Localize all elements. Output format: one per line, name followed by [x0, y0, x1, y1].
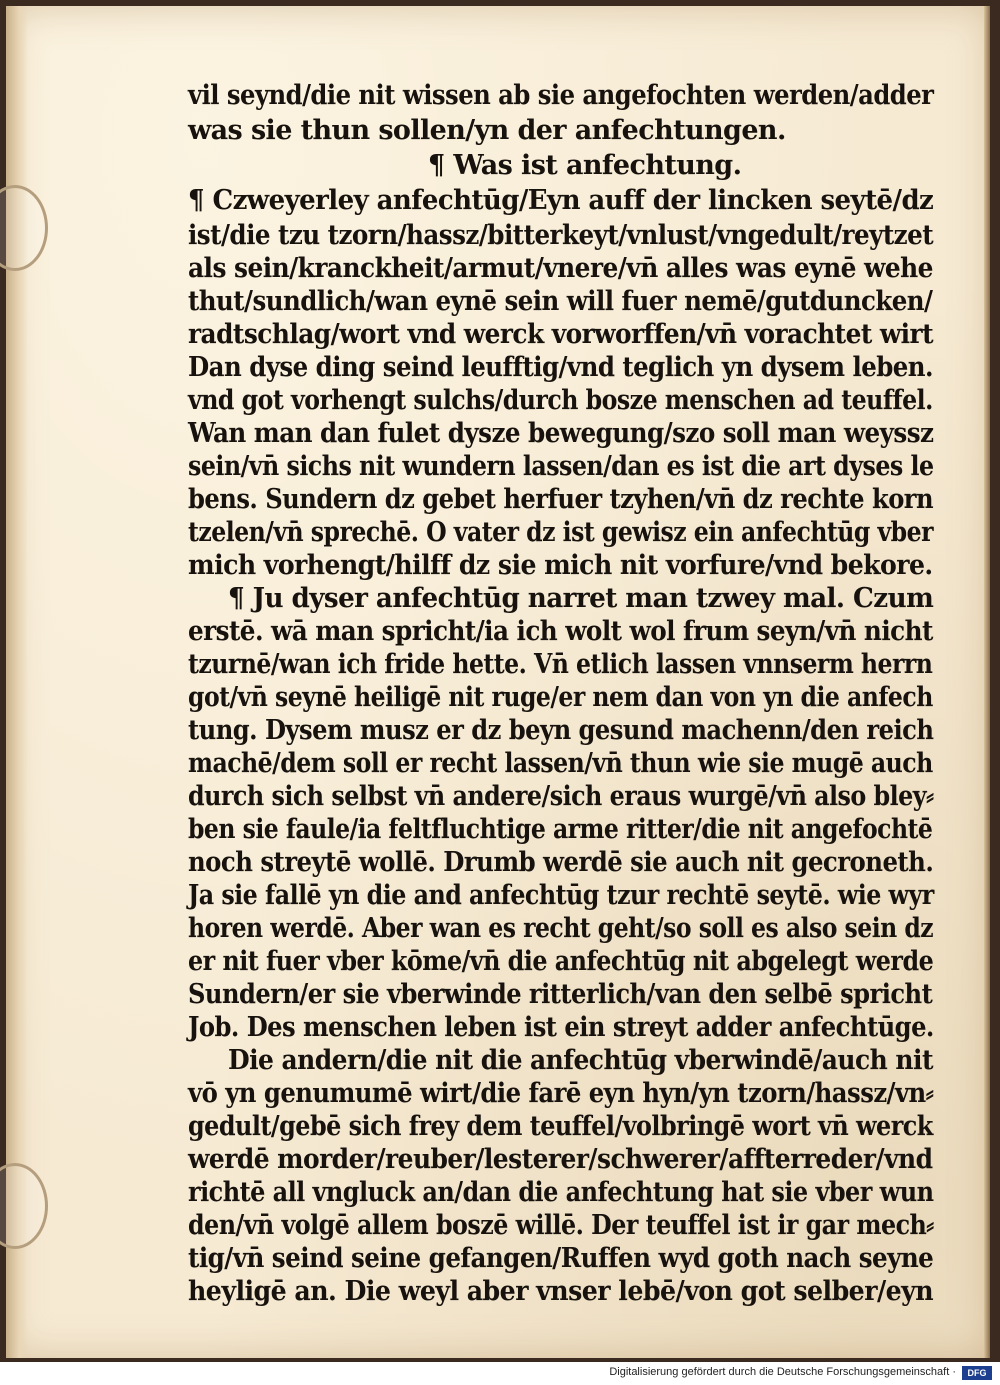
text-line: Wan man dan fulet dysze bewegung/szo soll man weyssz — [188, 418, 934, 449]
text-line: als sein/kranckheit/armut/vnere/vn̄ alles was eynē wehe — [188, 253, 933, 284]
text-line: Sundern/er sie vberwinde ritterlich/van den selbē spricht — [188, 979, 933, 1010]
text-line: vil seynd/die nit wissen ab sie angefochten werden/adder — [188, 80, 934, 111]
text-line: den/vn̄ volgē allem boszē willē. Der teuffel ist ir gar mech⸗ — [188, 1210, 934, 1241]
text-line: Dan dyse ding seind leufftig/vnd teglich yn dysem leben. — [188, 352, 934, 383]
text-line: horen werdē. Aber wan es recht geht/so soll es also sein dz — [188, 913, 934, 944]
text-line: thut/sundlich/wan eynē sein will fuer nemē/gutduncken/ — [188, 286, 933, 317]
text-line: ¶ Ju dyser anfechtūg narret man tzwey mal. Czum — [228, 583, 934, 614]
text-line: radtschlag/wort vnd werck vorworffen/vn̄ vorachtet wirt — [188, 319, 934, 350]
section-heading: ¶ Was ist anfechtung. — [428, 150, 742, 181]
text-line: richtē all vngluck an/dan die anfechtung hat sie vber wun — [188, 1177, 934, 1208]
text-line: mich vorhengt/hilff dz sie mich nit vorfure/vnd bekore. — [188, 550, 933, 581]
text-line: erstē. wā man spricht/ia ich wolt wol frum seyn/vn̄ nicht — [188, 616, 933, 647]
text-line: heyligē an. Die weyl aber vnser lebē/von got selber/eyn — [188, 1276, 934, 1307]
text-line: machē/dem soll er recht lassen/vn̄ thun wie sie mugē auch — [188, 748, 933, 779]
text-line: werdē morder/reuber/lesterer/schwerer/affterreder/vnd — [188, 1144, 933, 1175]
footer-bar — [0, 1362, 1000, 1385]
text-line: ¶ Czweyerley anfechtūg/Eyn auff der lincken seytē/dz — [188, 185, 934, 216]
text-line: noch streytē wollē. Drumb werdē sie auch nit gecroneth. — [188, 847, 934, 878]
text-line: durch sich selbst vn̄ andere/sich eraus wurgē/vn̄ also bley⸗ — [188, 781, 934, 812]
text-line: vō yn genumumē wirt/die farē eyn hyn/yn tzorn/hassz/vn⸗ — [188, 1078, 934, 1109]
text-line: ben sie faule/ia feltfluchtige arme ritter/die nit angefochtē — [188, 814, 933, 845]
text-line: was sie thun sollen/yn der anfechtungen. — [188, 115, 786, 146]
page-edge — [984, 6, 990, 1358]
text-line: sein/vn̄ sichs nit wundern lassen/dan es ist die art dyses le — [188, 451, 934, 482]
text-line: Die andern/die nit die anfechtūg vberwindē/auch nit — [228, 1045, 933, 1076]
dfg-logo-icon: DFG — [962, 1366, 992, 1380]
text-line: gedult/gebē sich frey dem teuffel/volbringē wort vn̄ werck — [188, 1111, 933, 1142]
text-line: Ja sie fallē yn die and anfechtūg tzur rechtē seytē. wie wyr — [188, 880, 934, 911]
text-line: Job. Des menschen leben ist ein streyt adder anfechtūge. — [188, 1012, 934, 1043]
text-line: er nit fuer vber kōme/vn̄ die anfechtūg nit abgelegt werde — [188, 946, 934, 977]
footer-credit: Digitalisierung gefördert durch die Deutsche Forschungsgemeinschaft · — [609, 1366, 956, 1378]
text-line: tig/vn̄ seind seine gefangen/Ruffen wyd goth nach seyne — [188, 1243, 934, 1274]
text-line: got/vn̄ seynē heiligē nit ruge/er nem dan von yn die anfech — [188, 682, 933, 713]
text-line: tung. Dysem musz er dz beyn gesund machenn/den reich — [188, 715, 934, 746]
text-line: tzelen/vn̄ sprechē. O vater dz ist gewisz ein anfechtūg vber — [188, 517, 933, 548]
text-line: bens. Sundern dz gebet herfuer tzyhen/vn̄ dz rechte korn — [188, 484, 934, 515]
text-line: tzurnē/wan ich fride hette. Vn̄ etlich lassen vnnserm herrn — [188, 649, 933, 680]
text-line: ist/die tzu tzorn/hassz/bitterkeyt/vnlust/vngedult/reytzet — [188, 220, 934, 251]
text-line: vnd got vorhengt sulchs/durch bosze menschen ad teuffel. — [188, 385, 933, 416]
